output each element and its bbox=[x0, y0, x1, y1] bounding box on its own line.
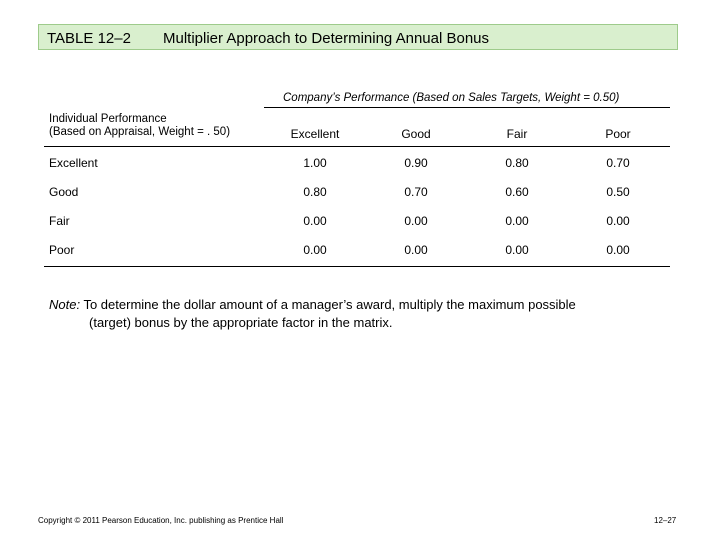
copyright-footer: Copyright © 2011 Pearson Education, Inc. publishing as Prentice Hall bbox=[38, 516, 284, 525]
table-bottom-rule bbox=[44, 266, 670, 267]
note-lead: Note: bbox=[49, 297, 81, 312]
table-cell: 0.80 bbox=[505, 156, 529, 170]
table-cell: 0.00 bbox=[606, 214, 630, 228]
table-cell: 0.00 bbox=[505, 214, 529, 228]
table-cell: 0.00 bbox=[404, 214, 428, 228]
table-cell: 0.00 bbox=[505, 243, 529, 257]
column-header: Excellent bbox=[290, 127, 340, 141]
page-number: 12–27 bbox=[654, 516, 677, 525]
table-cell: 0.60 bbox=[505, 185, 529, 199]
row-label: Poor bbox=[49, 243, 75, 257]
table-cell: 0.00 bbox=[303, 214, 327, 228]
table-number: TABLE 12–2 bbox=[47, 30, 131, 47]
table-cell: 0.90 bbox=[404, 156, 428, 170]
table-cell: 0.00 bbox=[303, 243, 327, 257]
table-note bbox=[49, 296, 689, 332]
table-cell: 0.50 bbox=[606, 185, 630, 199]
header-rule bbox=[264, 107, 670, 108]
table-cell: 0.70 bbox=[404, 185, 428, 199]
individual-performance-header bbox=[49, 113, 230, 139]
table-title-bar bbox=[38, 24, 678, 50]
column-header: Poor bbox=[605, 127, 631, 141]
table-cell: 0.00 bbox=[404, 243, 428, 257]
row-label: Fair bbox=[49, 214, 70, 228]
column-header: Good bbox=[401, 127, 431, 141]
table-cell: 0.80 bbox=[303, 185, 327, 199]
note-text: To determine the dollar amount of a manager’s award, multiply the maximum possible bbox=[83, 297, 576, 312]
column-header: Fair bbox=[506, 127, 528, 141]
table-cell: 0.00 bbox=[606, 243, 630, 257]
table-cell: 0.70 bbox=[606, 156, 630, 170]
row-header-line: Individual Performance bbox=[49, 113, 167, 125]
row-header-line: (Based on Appraisal, Weight = . 50) bbox=[49, 126, 231, 138]
row-label: Good bbox=[49, 185, 79, 199]
table-title: Multiplier Approach to Determining Annual Bonus bbox=[163, 30, 490, 47]
row-label: Excellent bbox=[49, 156, 98, 170]
table-cell: 1.00 bbox=[303, 156, 327, 170]
company-performance-header: Company’s Performance (Based on Sales Targets, Weight = 0.50) bbox=[283, 92, 620, 104]
column-header-rule bbox=[44, 146, 670, 147]
note-text: (target) bonus by the appropriate factor in the matrix. bbox=[89, 315, 393, 330]
